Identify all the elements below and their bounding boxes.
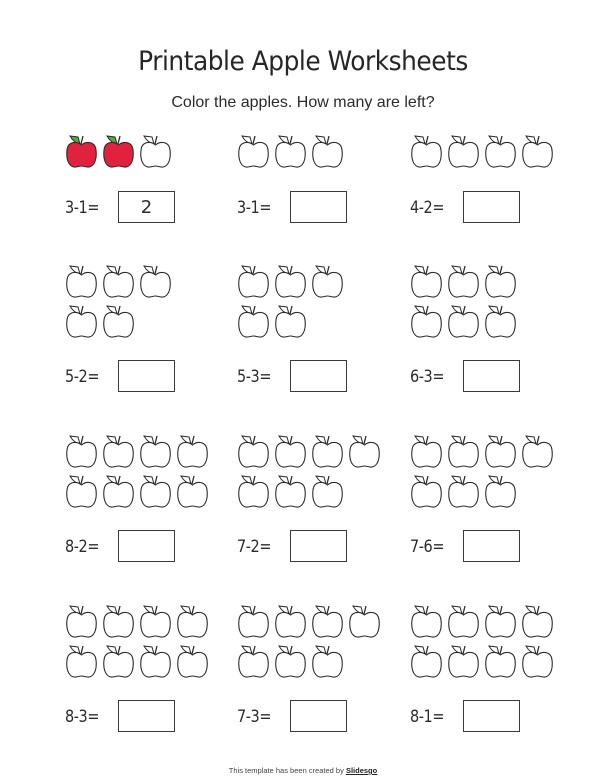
outline-apple-icon[interactable] (484, 473, 517, 511)
outline-apple-icon[interactable] (65, 303, 98, 341)
apple-row (410, 263, 590, 301)
equation-label: 7-2= (237, 537, 272, 557)
problem-7 (65, 433, 245, 557)
problem-2 (237, 133, 417, 243)
outline-apple-icon[interactable] (484, 603, 517, 641)
outline-apple-icon[interactable] (484, 263, 517, 301)
outline-apple-icon[interactable] (274, 433, 307, 471)
apple-row (237, 643, 417, 681)
outline-apple-icon[interactable] (102, 263, 135, 301)
outline-apple-icon[interactable] (311, 133, 344, 171)
outline-apple-icon[interactable] (311, 263, 344, 301)
outline-apple-icon[interactable] (274, 263, 307, 301)
apple-group (410, 133, 590, 173)
answer-box[interactable] (463, 530, 520, 562)
apple-row (65, 133, 245, 171)
outline-apple-icon[interactable] (237, 603, 270, 641)
apple-group (237, 133, 417, 173)
outline-apple-icon[interactable] (447, 603, 480, 641)
outline-apple-icon[interactable] (237, 263, 270, 301)
equation-label: 8-3= (65, 707, 100, 727)
outline-apple-icon[interactable] (447, 433, 480, 471)
apple-row (237, 133, 417, 171)
outline-apple-icon[interactable] (484, 303, 517, 341)
problem-8 (237, 433, 417, 557)
outline-apple-icon[interactable] (484, 133, 517, 171)
equation-label: 7-3= (237, 707, 272, 727)
problem-10 (65, 603, 245, 727)
outline-apple-icon[interactable] (311, 603, 344, 641)
answer-box[interactable] (290, 360, 347, 392)
problem-12 (410, 603, 590, 727)
outline-apple-icon[interactable] (139, 133, 172, 171)
apple-group (65, 133, 245, 173)
answer-box[interactable] (463, 700, 520, 732)
outline-apple-icon[interactable] (410, 263, 443, 301)
apple-row (65, 603, 245, 641)
outline-apple-icon[interactable] (139, 433, 172, 471)
footer-text: This template has been created by (228, 766, 346, 775)
apple-row (237, 433, 417, 471)
apple-group (65, 433, 245, 513)
outline-apple-icon[interactable] (447, 133, 480, 171)
outline-apple-icon[interactable] (447, 643, 480, 681)
equation-label: 5-3= (237, 367, 272, 387)
outline-apple-icon[interactable] (311, 433, 344, 471)
outline-apple-icon[interactable] (102, 603, 135, 641)
outline-apple-icon[interactable] (102, 643, 135, 681)
answer-box[interactable] (118, 530, 175, 562)
outline-apple-icon[interactable] (65, 433, 98, 471)
outline-apple-icon[interactable] (274, 473, 307, 511)
outline-apple-icon[interactable] (237, 303, 270, 341)
equation-label: 3-1= (237, 198, 272, 218)
apple-row (65, 643, 245, 681)
outline-apple-icon[interactable] (410, 473, 443, 511)
equation-label: 8-2= (65, 537, 100, 557)
footer-brand-link[interactable]: Slidesgo (345, 766, 378, 775)
apple-row (65, 303, 245, 341)
apple-row (410, 473, 590, 511)
outline-apple-icon[interactable] (447, 303, 480, 341)
problem-5 (237, 263, 417, 387)
outline-apple-icon[interactable] (65, 643, 98, 681)
outline-apple-icon[interactable] (521, 133, 554, 171)
apple-row (237, 603, 417, 641)
problem-6 (410, 263, 590, 387)
answer-box[interactable] (118, 360, 175, 392)
outline-apple-icon[interactable] (102, 473, 135, 511)
apple-group (410, 603, 590, 683)
outline-apple-icon[interactable] (274, 303, 307, 341)
outline-apple-icon[interactable] (237, 433, 270, 471)
outline-apple-icon[interactable] (237, 643, 270, 681)
apple-row (237, 303, 417, 341)
equation-label: 8-1= (410, 707, 445, 727)
apple-row (65, 473, 245, 511)
problem-9 (410, 433, 590, 557)
equation-label: 5-2= (65, 367, 100, 387)
outline-apple-icon[interactable] (348, 603, 381, 641)
outline-apple-icon[interactable] (176, 433, 209, 471)
outline-apple-icon[interactable] (65, 473, 98, 511)
problem-1 (65, 133, 245, 243)
apple-row (65, 433, 245, 471)
outline-apple-icon[interactable] (410, 303, 443, 341)
outline-apple-icon[interactable] (176, 643, 209, 681)
outline-apple-icon[interactable] (410, 643, 443, 681)
outline-apple-icon[interactable] (410, 133, 443, 171)
outline-apple-icon[interactable] (237, 473, 270, 511)
outline-apple-icon[interactable] (311, 473, 344, 511)
page-title: Printable Apple Worksheets (138, 46, 468, 77)
outline-apple-icon[interactable] (139, 263, 172, 301)
answer-box[interactable] (463, 360, 520, 392)
problem-3 (410, 133, 590, 243)
apple-group (65, 603, 245, 683)
answer-box[interactable] (290, 191, 347, 223)
instructions: Color the apples. How many are left? (171, 94, 435, 111)
outline-apple-icon[interactable] (311, 643, 344, 681)
apple-row (410, 433, 590, 471)
outline-apple-icon[interactable] (237, 133, 270, 171)
outline-apple-icon[interactable] (484, 643, 517, 681)
colored-apple-icon[interactable] (65, 133, 98, 171)
outline-apple-icon[interactable] (348, 433, 381, 471)
apple-row (410, 603, 590, 641)
equation-label: 3-1= (65, 198, 100, 218)
outline-apple-icon[interactable] (521, 643, 554, 681)
apple-row (410, 303, 590, 341)
outline-apple-icon[interactable] (410, 433, 443, 471)
footer-credit (0, 766, 606, 775)
answer-box[interactable]: 2 (118, 191, 175, 223)
answer-box[interactable] (290, 530, 347, 562)
outline-apple-icon[interactable] (274, 133, 307, 171)
outline-apple-icon[interactable] (139, 603, 172, 641)
outline-apple-icon[interactable] (484, 433, 517, 471)
answer-box[interactable] (290, 700, 347, 732)
equation-label: 6-3= (410, 367, 445, 387)
outline-apple-icon[interactable] (521, 433, 554, 471)
apple-row (410, 643, 590, 681)
outline-apple-icon[interactable] (176, 603, 209, 641)
apple-row (237, 473, 417, 511)
outline-apple-icon[interactable] (447, 473, 480, 511)
apple-row (237, 263, 417, 301)
apple-group (237, 603, 417, 683)
outline-apple-icon[interactable] (65, 263, 98, 301)
colored-apple-icon[interactable] (102, 133, 135, 171)
apple-row (65, 263, 245, 301)
outline-apple-icon[interactable] (102, 303, 135, 341)
outline-apple-icon[interactable] (65, 603, 98, 641)
answer-box[interactable] (118, 700, 175, 732)
outline-apple-icon[interactable] (274, 643, 307, 681)
apple-group (410, 433, 590, 513)
outline-apple-icon[interactable] (274, 603, 307, 641)
equation-label: 7-6= (410, 537, 445, 557)
outline-apple-icon[interactable] (139, 473, 172, 511)
equation-label: 4-2= (410, 198, 445, 218)
apple-group (410, 263, 590, 343)
problem-4 (65, 263, 245, 387)
outline-apple-icon[interactable] (447, 263, 480, 301)
outline-apple-icon[interactable] (410, 603, 443, 641)
apple-group (237, 433, 417, 513)
apple-row (410, 133, 590, 171)
problem-11 (237, 603, 417, 727)
answer-box[interactable] (463, 191, 520, 223)
outline-apple-icon[interactable] (521, 603, 554, 641)
outline-apple-icon[interactable] (102, 433, 135, 471)
outline-apple-icon[interactable] (139, 643, 172, 681)
outline-apple-icon[interactable] (176, 473, 209, 511)
apple-group (237, 263, 417, 343)
apple-group (65, 263, 245, 343)
